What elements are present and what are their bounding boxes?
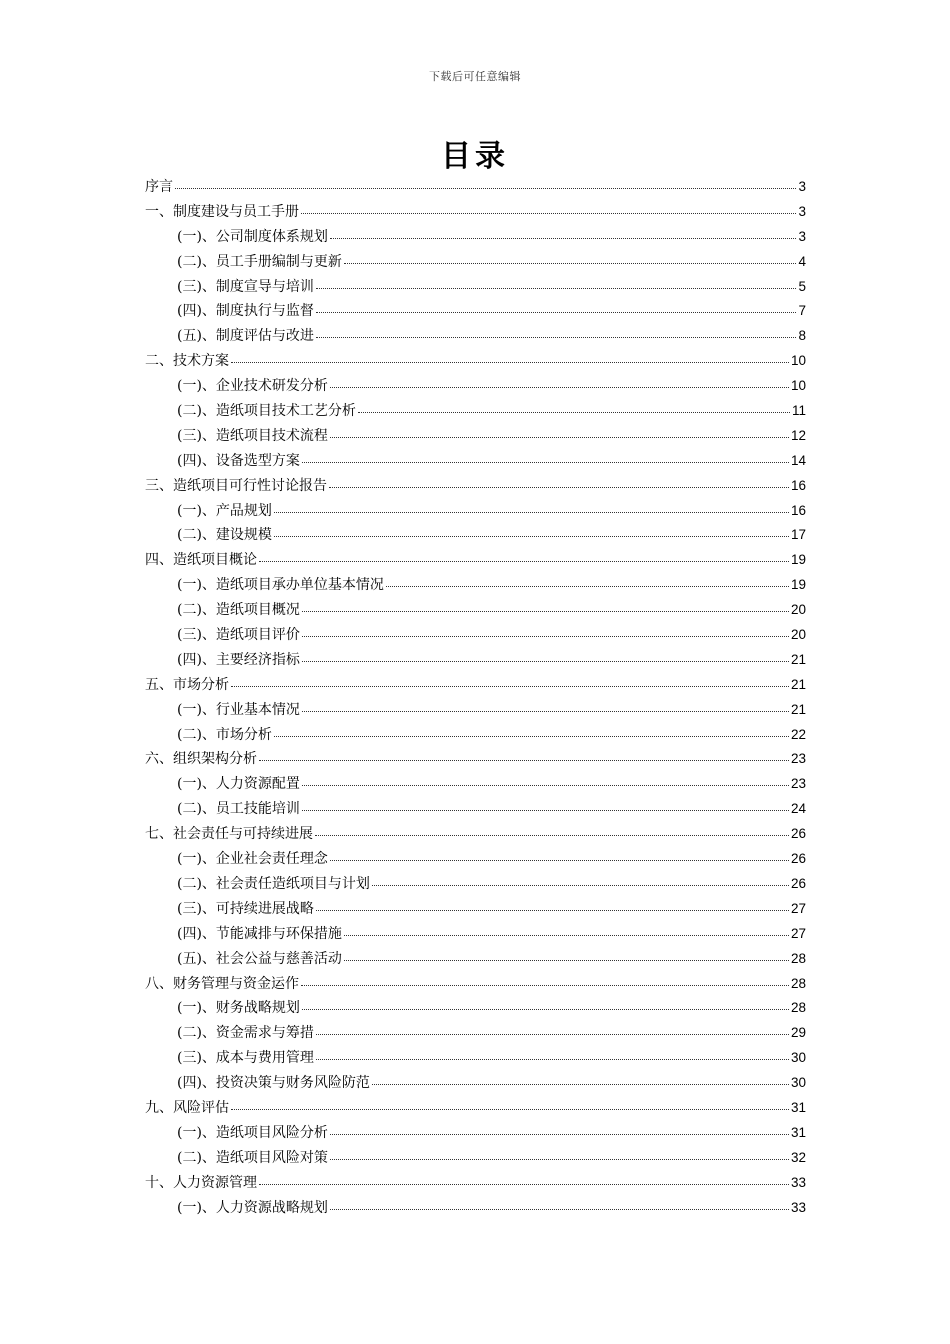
toc-section-entry[interactable] (145, 872, 806, 897)
toc-page-number: 5 (798, 278, 806, 294)
toc-entry-label: (三)、可持续进展战略 (177, 900, 314, 917)
toc-dot-leader (302, 461, 789, 463)
toc-page-number: 28 (790, 975, 806, 991)
toc-entry-label: (四)、制度执行与监督 (177, 303, 314, 320)
toc-section-entry[interactable] (145, 250, 806, 275)
toc-page-number: 17 (790, 527, 806, 543)
toc-page-number: 31 (790, 1099, 806, 1115)
toc-dot-leader (175, 187, 796, 189)
toc-entry-label: (二)、造纸项目风险对策 (177, 1149, 328, 1166)
toc-page-number: 11 (791, 403, 806, 419)
toc-dot-leader (259, 759, 789, 761)
toc-dot-leader (344, 959, 789, 961)
toc-dot-leader (302, 710, 789, 712)
toc-chapter-entry[interactable] (145, 972, 806, 997)
toc-dot-leader (302, 809, 789, 811)
toc-entry-label: (一)、企业社会责任理念 (177, 851, 328, 868)
toc-chapter-entry[interactable] (145, 747, 806, 772)
toc-page-number: 3 (798, 203, 806, 219)
toc-section-entry[interactable] (145, 399, 806, 424)
toc-page-number: 16 (790, 502, 806, 518)
toc-page-number: 7 (798, 303, 806, 319)
toc-entry-label: 三、造纸项目可行性讨论报告 (145, 477, 327, 494)
toc-entry-label: (四)、投资决策与财务风险防范 (177, 1075, 370, 1092)
toc-entry-label: (二)、造纸项目技术工艺分析 (177, 403, 356, 420)
toc-section-entry[interactable] (145, 1196, 806, 1221)
toc-dot-leader (316, 311, 797, 313)
toc-entry-label: (二)、社会责任造纸项目与计划 (177, 875, 370, 892)
toc-dot-leader (316, 909, 789, 911)
toc-dot-leader (330, 237, 797, 239)
toc-entry-label: (一)、人力资源战略规划 (177, 1199, 328, 1216)
toc-dot-leader (372, 1083, 789, 1085)
toc-page-number: 23 (790, 751, 806, 767)
toc-dot-leader (315, 834, 789, 836)
toc-page-number: 21 (790, 651, 806, 667)
toc-dot-leader (302, 635, 789, 637)
toc-entry-label: (四)、节能减排与环保措施 (177, 925, 342, 942)
toc-dot-leader (231, 1108, 789, 1110)
toc-page-number: 29 (790, 1025, 806, 1041)
toc-page-number: 21 (790, 701, 806, 717)
toc-chapter-entry[interactable] (145, 175, 806, 200)
toc-dot-leader (344, 262, 797, 264)
toc-chapter-entry[interactable] (145, 349, 806, 374)
toc-section-entry[interactable] (145, 225, 806, 250)
toc-entry-label: 十、人力资源管理 (145, 1174, 257, 1191)
toc-page-number: 12 (790, 427, 806, 443)
toc-entry-label: (一)、公司制度体系规划 (177, 228, 328, 245)
toc-page-number: 10 (790, 378, 806, 394)
toc-dot-leader (330, 436, 789, 438)
toc-page-number: 3 (798, 228, 806, 244)
toc-chapter-entry[interactable] (145, 673, 806, 698)
toc-section-entry[interactable] (145, 499, 806, 524)
toc-entry-label: (一)、造纸项目承办单位基本情况 (177, 577, 384, 594)
toc-page-number: 16 (790, 477, 806, 493)
toc-page-number: 22 (790, 726, 806, 742)
toc-section-entry[interactable] (145, 947, 806, 972)
toc-page-number: 20 (790, 602, 806, 618)
toc-section-entry[interactable] (145, 698, 806, 723)
toc-entry-label: (一)、造纸项目风险分析 (177, 1124, 328, 1141)
toc-section-entry[interactable] (145, 922, 806, 947)
toc-page-number: 23 (790, 776, 806, 792)
toc-dot-leader (316, 336, 797, 338)
toc-page-number: 20 (790, 627, 806, 643)
toc-page-number: 19 (790, 552, 806, 568)
toc-dot-leader (372, 884, 789, 886)
toc-entry-label: 五、市场分析 (145, 676, 229, 693)
toc-entry-label: 一、制度建设与员工手册 (145, 203, 299, 220)
toc-section-entry[interactable] (145, 623, 806, 648)
toc-dot-leader (344, 934, 789, 936)
toc-entry-label: (三)、成本与费用管理 (177, 1050, 314, 1067)
toc-page-number: 14 (790, 452, 806, 468)
toc-entry-label: 六、组织架构分析 (145, 751, 257, 768)
toc-page-number: 27 (790, 900, 806, 916)
toc-entry-label: (一)、人力资源配置 (177, 776, 300, 793)
toc-section-entry[interactable] (145, 598, 806, 623)
toc-entry-label: (三)、制度宣导与培训 (177, 278, 314, 295)
toc-dot-leader (274, 535, 789, 537)
toc-page-number: 30 (790, 1050, 806, 1066)
toc-section-entry[interactable] (145, 424, 806, 449)
toc-entry-label: (一)、产品规划 (177, 502, 272, 519)
toc-section-entry[interactable] (145, 324, 806, 349)
toc-dot-leader (301, 212, 796, 214)
toc-page-number: 31 (790, 1124, 806, 1140)
toc-section-entry[interactable] (145, 1046, 806, 1071)
toc-page-number: 26 (790, 826, 806, 842)
toc-page-number: 10 (790, 353, 806, 369)
toc-entry-label: (二)、资金需求与筹措 (177, 1025, 314, 1042)
toc-entry-label: 七、社会责任与可持续进展 (145, 826, 313, 843)
toc-section-entry[interactable] (145, 1021, 806, 1046)
toc-dot-leader (274, 511, 789, 513)
toc-dot-leader (316, 287, 797, 289)
toc-entry-label: 二、技术方案 (145, 353, 229, 370)
toc-entry-label: (五)、社会公益与慈善活动 (177, 950, 342, 967)
toc-dot-leader (274, 735, 789, 737)
toc-dot-leader (386, 585, 789, 587)
toc-entry-label: (五)、制度评估与改进 (177, 328, 314, 345)
toc-section-entry[interactable] (145, 374, 806, 399)
toc-dot-leader (231, 361, 789, 363)
toc-dot-leader (329, 486, 789, 488)
toc-entry-label: (一)、企业技术研发分析 (177, 378, 328, 395)
toc-section-entry[interactable] (145, 648, 806, 673)
toc-entry-label: (四)、设备选型方案 (177, 452, 300, 469)
toc-dot-leader (330, 1158, 789, 1160)
toc-page-number: 28 (790, 1000, 806, 1016)
toc-page-number: 24 (790, 801, 806, 817)
toc-section-entry[interactable] (145, 523, 806, 548)
toc-entry-label: (三)、造纸项目评价 (177, 627, 300, 644)
toc-dot-leader (358, 411, 790, 413)
toc-dot-leader (330, 1133, 789, 1135)
toc-chapter-entry[interactable] (145, 822, 806, 847)
page-title: 目录 (441, 139, 509, 174)
toc-section-entry[interactable] (145, 1071, 806, 1096)
toc-page-number: 21 (790, 676, 806, 692)
toc-page-number: 26 (790, 851, 806, 867)
toc-page-number: 8 (798, 328, 806, 344)
toc-page-number: 19 (790, 577, 806, 593)
toc-dot-leader (330, 386, 789, 388)
toc-dot-leader (302, 1008, 789, 1010)
toc-entry-label: (四)、主要经济指标 (177, 651, 300, 668)
toc-dot-leader (330, 1208, 789, 1210)
toc-page-number: 26 (790, 875, 806, 891)
toc-entry-label: 八、财务管理与资金运作 (145, 975, 299, 992)
toc-section-entry[interactable] (145, 723, 806, 748)
toc-entry-label: (二)、建设规模 (177, 527, 272, 544)
toc-section-entry[interactable] (145, 897, 806, 922)
toc-entry-label: (三)、造纸项目技术流程 (177, 427, 328, 444)
toc-chapter-entry[interactable] (145, 1096, 806, 1121)
toc-dot-leader (316, 1058, 789, 1060)
toc-section-entry[interactable] (145, 996, 806, 1021)
toc-dot-leader (231, 685, 789, 687)
toc-entry-label: 九、风险评估 (145, 1099, 229, 1116)
toc-dot-leader (301, 984, 789, 986)
toc-chapter-entry[interactable] (145, 548, 806, 573)
toc-section-entry[interactable] (145, 573, 806, 598)
toc-page-number: 30 (790, 1075, 806, 1091)
toc-section-entry[interactable] (145, 847, 806, 872)
toc-dot-leader (302, 660, 789, 662)
toc-page-number: 28 (790, 950, 806, 966)
toc-entry-label: (二)、造纸项目概况 (177, 602, 300, 619)
toc-entry-label: (二)、员工手册编制与更新 (177, 253, 342, 270)
toc-section-entry[interactable] (145, 449, 806, 474)
toc-entry-label: (二)、员工技能培训 (177, 801, 300, 818)
toc-dot-leader (302, 610, 789, 612)
toc-entry-label: (一)、行业基本情况 (177, 701, 300, 718)
toc-entry-label: (一)、财务战略规划 (177, 1000, 300, 1017)
table-of-contents (145, 175, 806, 1220)
toc-page-number: 27 (790, 925, 806, 941)
header-note: 下载后可任意编辑 (429, 70, 521, 83)
toc-dot-leader (330, 859, 789, 861)
toc-dot-leader (316, 1033, 789, 1035)
toc-section-entry[interactable] (145, 299, 806, 324)
toc-entry-label: 四、造纸项目概论 (145, 552, 257, 569)
toc-section-entry[interactable] (145, 275, 806, 300)
toc-dot-leader (259, 1183, 789, 1185)
toc-section-entry[interactable] (145, 772, 806, 797)
toc-dot-leader (259, 560, 789, 562)
toc-page-number: 4 (798, 253, 806, 269)
toc-entry-label: (二)、市场分析 (177, 726, 272, 743)
toc-chapter-entry[interactable] (145, 474, 806, 499)
toc-page-number: 3 (798, 179, 806, 194)
toc-page-number: 32 (790, 1149, 806, 1165)
toc-section-entry[interactable] (145, 797, 806, 822)
toc-page-number: 33 (790, 1174, 806, 1190)
toc-chapter-entry[interactable] (145, 200, 806, 225)
toc-section-entry[interactable] (145, 1146, 806, 1171)
toc-chapter-entry[interactable] (145, 1171, 806, 1196)
toc-dot-leader (302, 784, 789, 786)
toc-entry-label: 序言 (145, 179, 173, 195)
toc-page-number: 33 (790, 1199, 806, 1215)
toc-section-entry[interactable] (145, 1121, 806, 1146)
